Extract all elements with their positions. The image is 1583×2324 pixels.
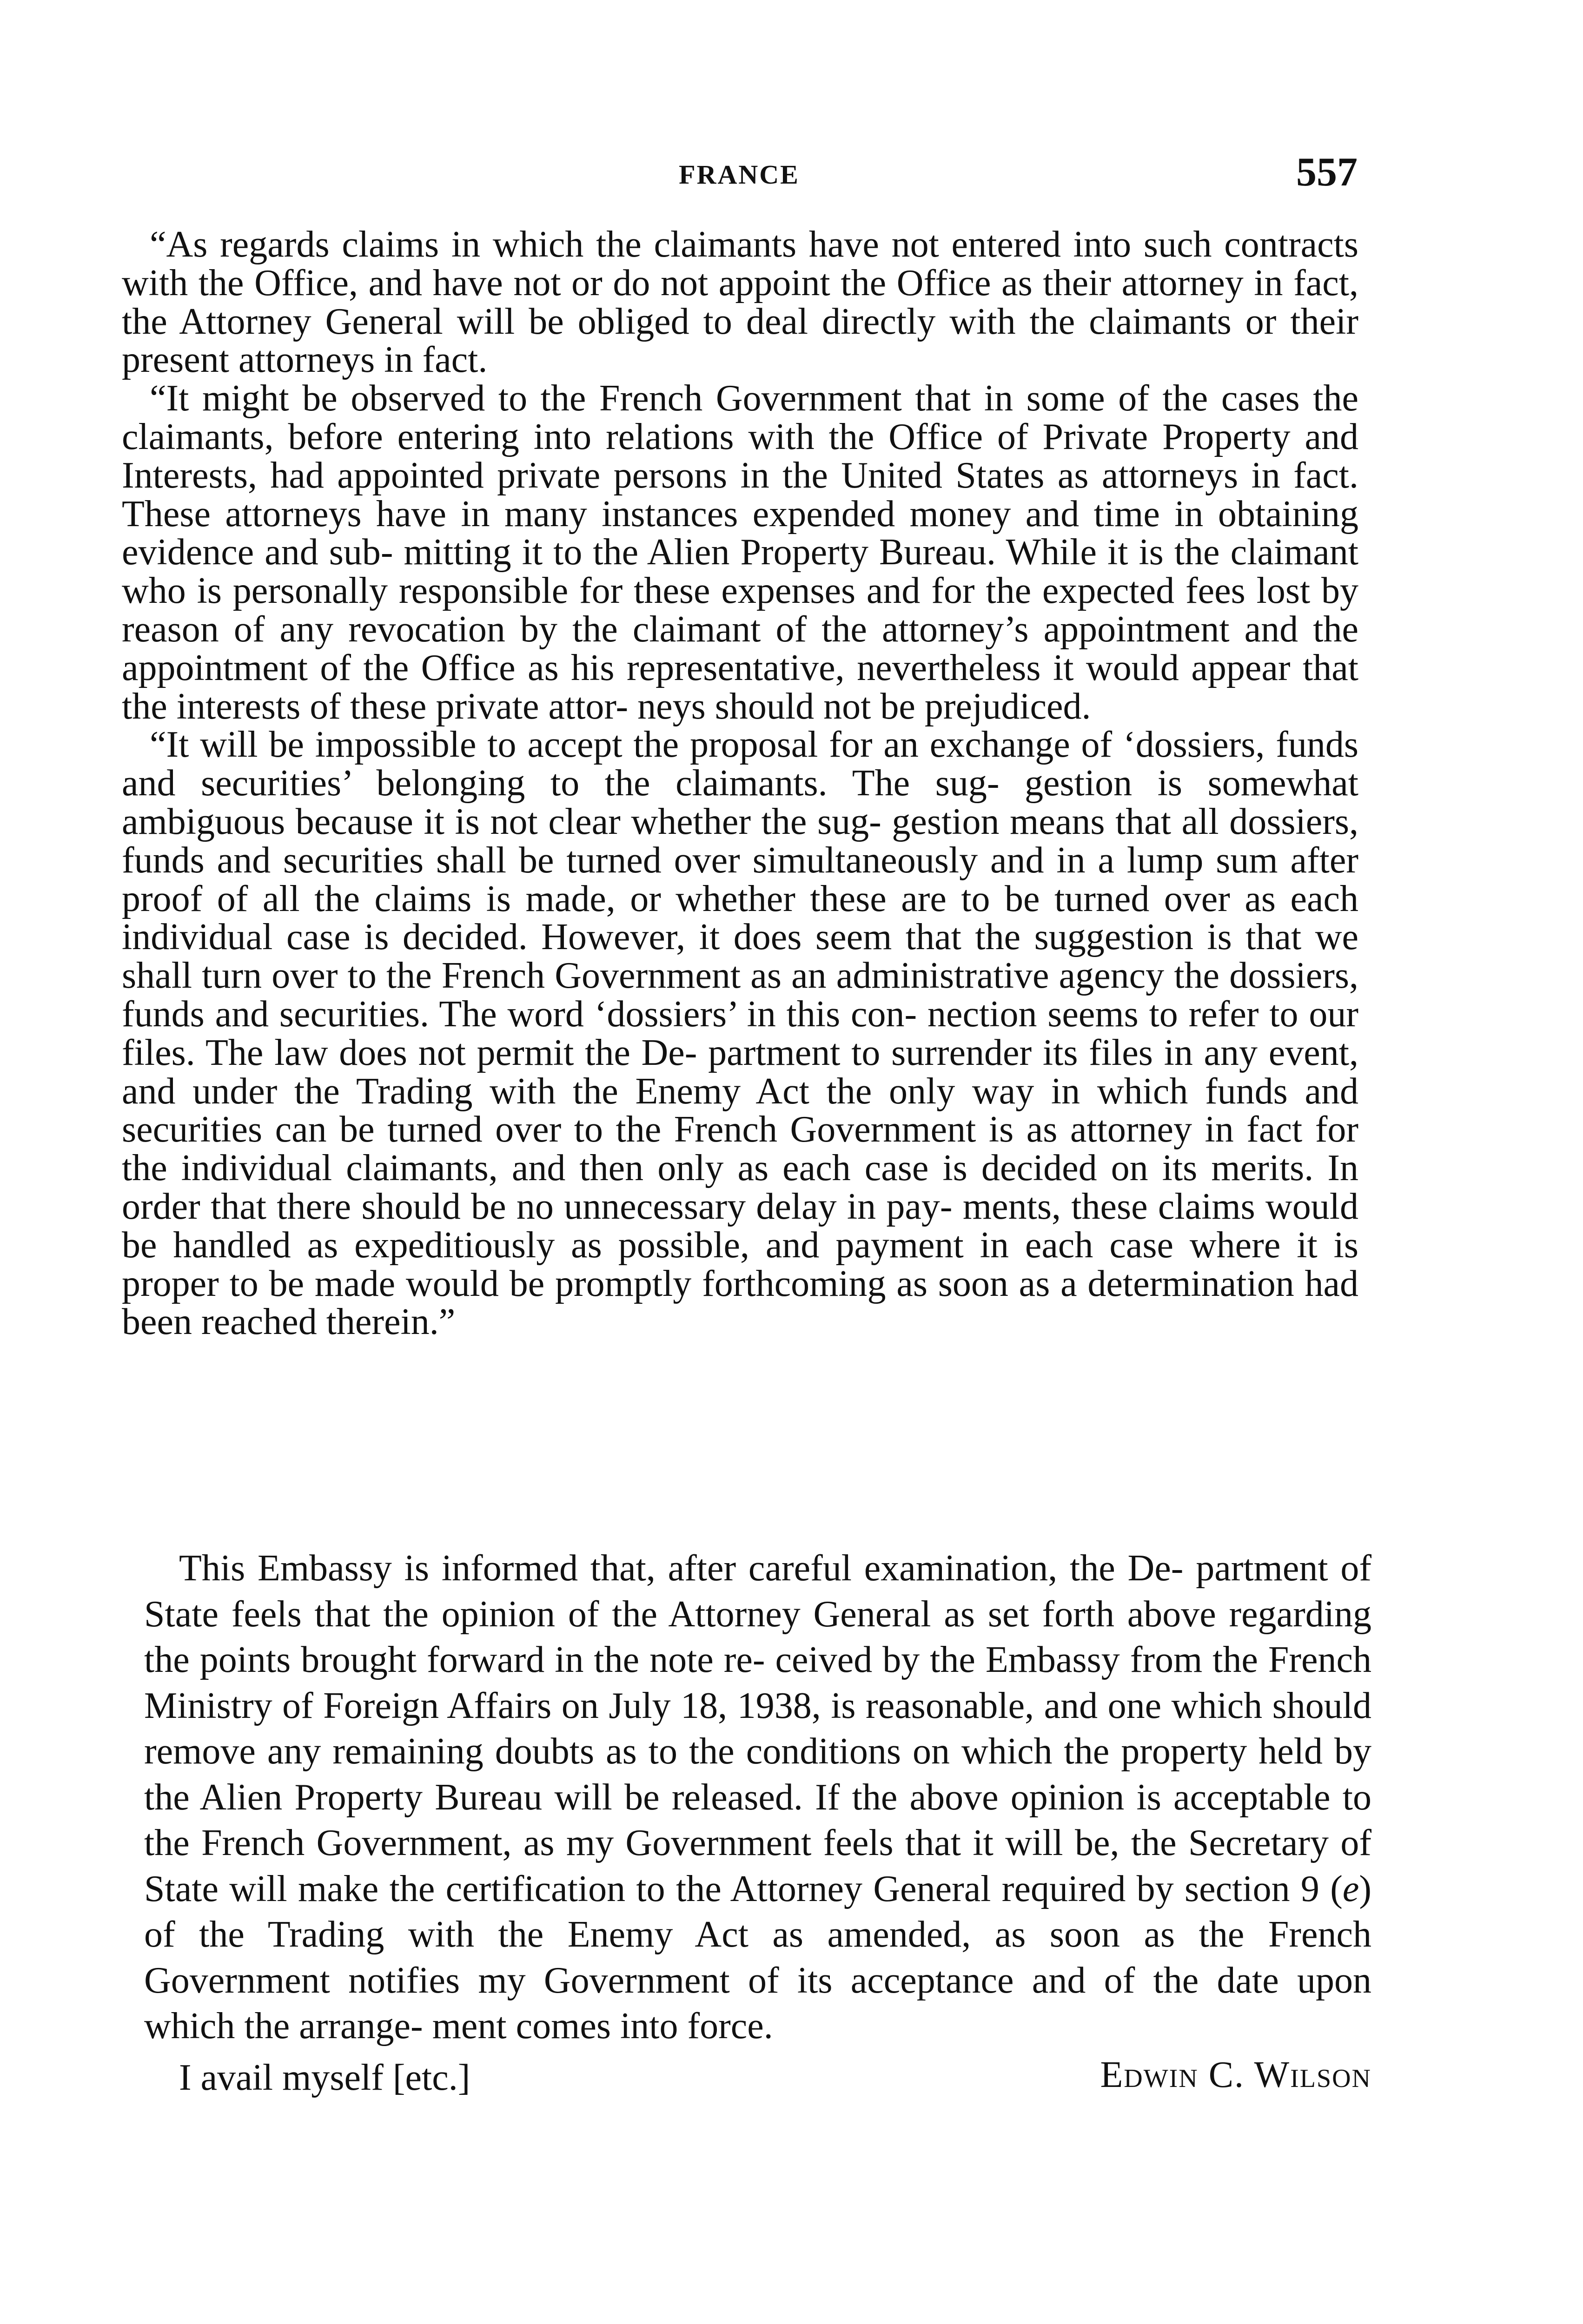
body-text-part: This Embassy is informed that, after careful examination, the De- partment of State feels that the opinion of the Attorney General as set forth above regarding the points brought forward in the note re- ceived by the Embassy from the French Ministry of Foreign Affairs on July 18, 1938, is reasonable, and one which should remove any remaining doubts as to the conditions on which the property held by the Alien Property Bureau will be released. If the above opinion is acceptable to the French Government, as my Government feels that it will be, the Secretary of State will make the certification to the Attorney General required by section 9 ( bbox=[144, 1548, 1371, 1909]
signature: Edwin C. Wilson bbox=[1100, 2054, 1371, 2095]
letter-closing bbox=[144, 2052, 1371, 2103]
body-paragraph bbox=[144, 1545, 1371, 2049]
body-text-part: ) of the Trading with the Enemy Act as amended, as soon as the French Government notifies my Government of its acceptance and of the date upon which the arrange- ment comes into force. bbox=[144, 1868, 1371, 2047]
quoted-paragraph: “It will be impossible to accept the proposal for an exchange of ‘dossiers, funds and securities’ belonging to the claimants. The sug- gestion is somewhat ambiguous because it is not clear whether the sug- gestion means that all dossiers, funds and securities shall be turned over simultaneously and in a lump sum after proof of all the claims is made, or whether these are to be turned over as each individual case is decided. However, it does seem that the suggestion is that we shall turn over to the French Government as an administrative agency the dossiers, funds and securities. The word ‘dossiers’ in this con- nection seems to refer to our files. The law does not permit the De- partment to surrender its files in any event, and under the Trading with the Enemy Act the only way in which funds and securities can be turned over to the French Government is as attorney in fact for the individual claimants, and then only as each case is decided on its merits. In order that there should be no unnecessary delay in pay- ments, these claims would be handled as expeditiously as possible, and payment in each case where it is proper to be made would be promptly forthcoming as soon as a determination had been reached therein.” bbox=[122, 724, 1358, 1343]
quoted-paragraph: “As regards claims in which the claimants have not entered into such contracts with the Office, and have not or do not appoint the Office as their attorney in fact, the Attorney General will be obliged to deal directly with the claimants or their present attorneys in fact. bbox=[122, 224, 1358, 381]
running-head: FRANCE bbox=[679, 159, 800, 190]
quoted-paragraph: “It might be observed to the French Government that in some of the cases the claimants, before entering into relations with the Office of Private Property and Interests, had appointed private persons in the United States as attorneys in fact. These attorneys have in many instances expended money and time in obtaining evidence and sub- mitting it to the Alien Property Bureau. While it is the claimant who is personally responsible for these expenses and for the expected fees lost by reason of any revocation by the claimant of the attorney’s appointment and the appointment of the Office as his representative, nevertheless it would appear that the interests of these private attor- neys should not be prejudiced. bbox=[122, 378, 1358, 727]
page-number: 557 bbox=[1296, 150, 1358, 195]
page-header bbox=[121, 149, 1358, 200]
embassy-statement bbox=[144, 1545, 1371, 2049]
section-letter: e bbox=[1342, 1868, 1359, 1909]
quoted-attorney-general-opinion bbox=[122, 225, 1358, 1341]
valediction: I avail myself [etc.] bbox=[179, 2057, 470, 2098]
